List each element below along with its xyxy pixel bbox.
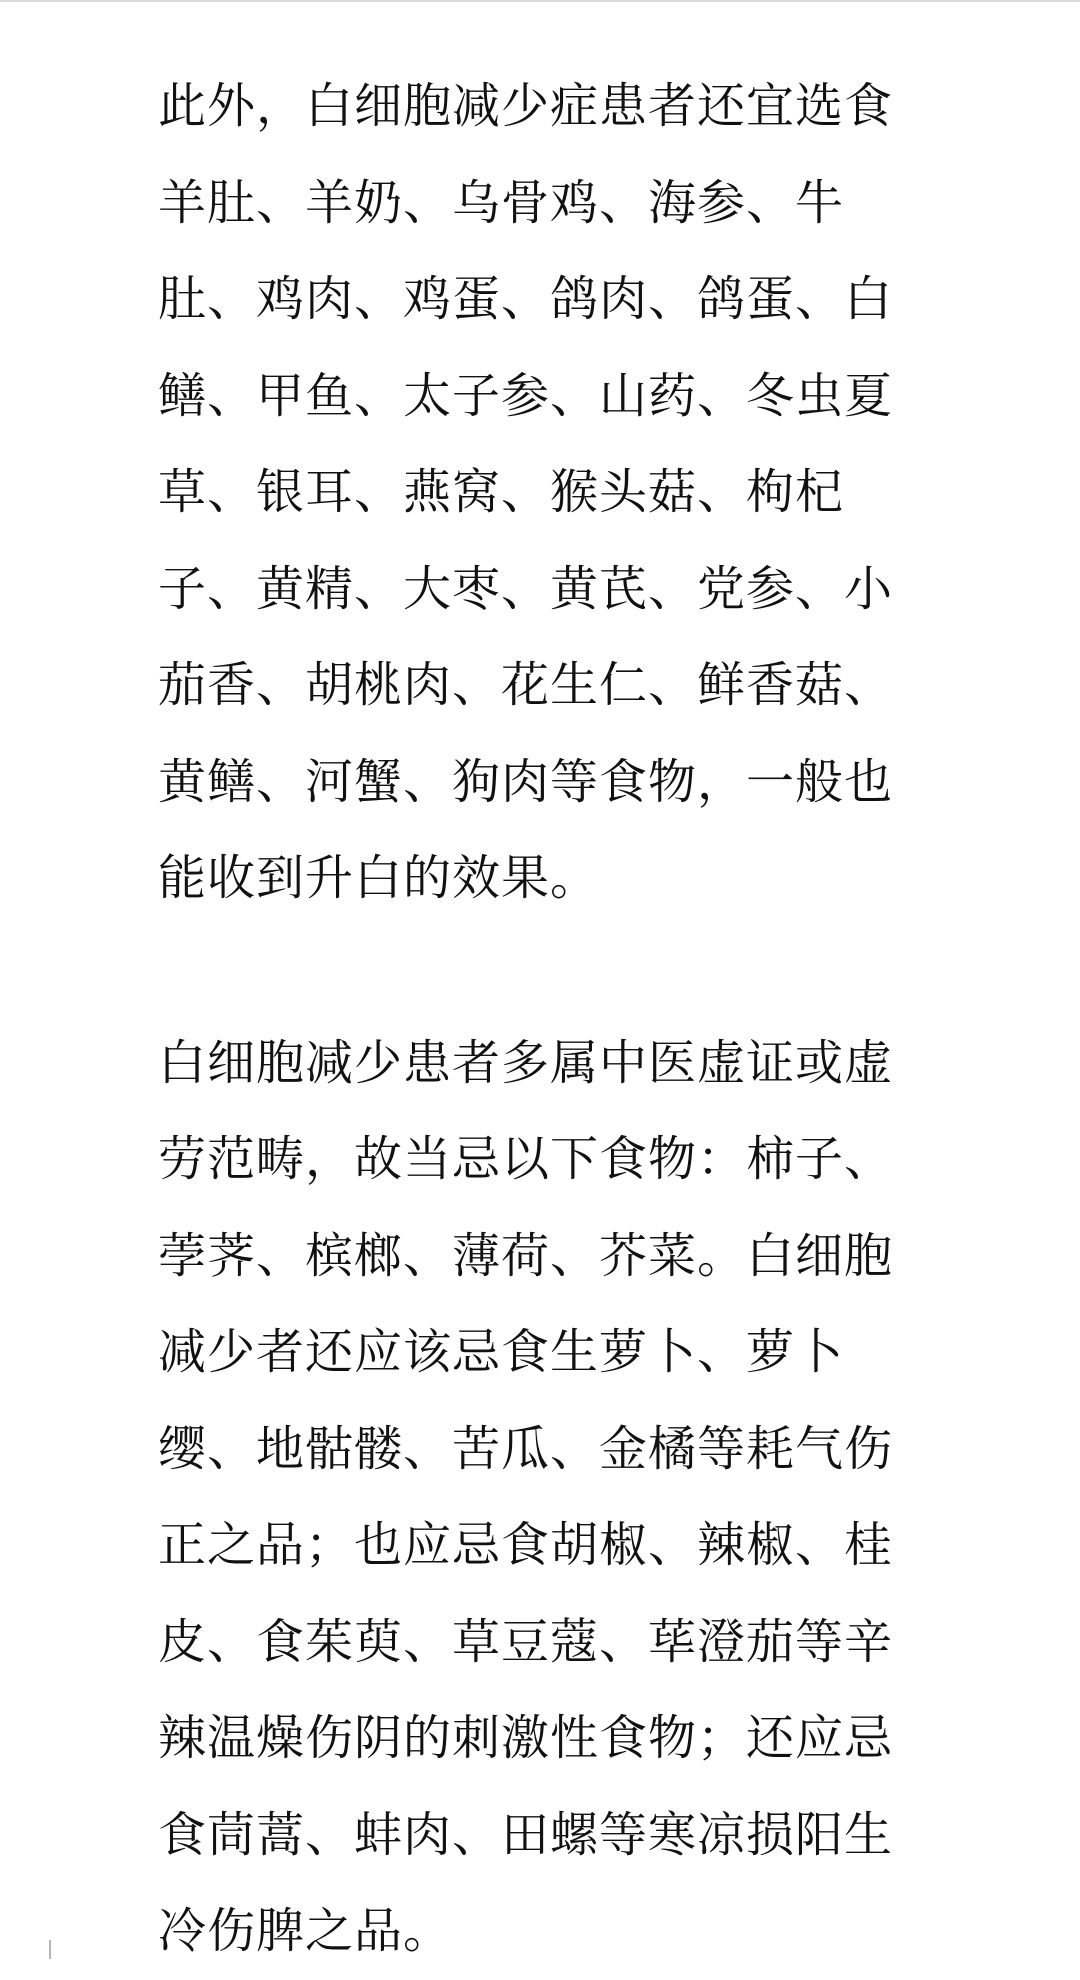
- paragraph-suitable-foods: 此外，白细胞减少症患者还宜选食羊肚、羊奶、乌骨鸡、海参、牛肚、鸡肉、鸡蛋、鸽肉、鸽蛋、白鳝、甲鱼、太子参、山药、冬虫夏草、银耳、燕窝、猴头菇、枸杞子、黄精、大枣、黄芪、党参、小茄香、胡桃肉、花生仁、鲜香菇、黄鳝、河蟹、狗肉等食物，一般也能收到升白的效果。: [158, 78, 894, 906]
- top-divider: [0, 0, 1080, 2]
- paragraph-foods-to-avoid: 白细胞减少患者多属中医虚证或虚劳范畴，故当忌以下食物：柿子、荸荠、槟榔、薄荷、芥菜。白细胞减少者还应该忌食生萝卜、萝卜缨、地骷髅、苦瓜、金橘等耗气伤正之品；也应忌食胡椒、辣椒、桂皮、食茱萸、草豆蔻、荜澄茄等辛辣温燥伤阴的刺激性食物；还应忌食茼蒿、蚌肉、田螺等寒凉损阳生冷伤脾之品。: [158, 1034, 894, 1959]
- article-body: [158, 58, 913, 1980]
- scroll-cursor-mark: [49, 1940, 51, 1959]
